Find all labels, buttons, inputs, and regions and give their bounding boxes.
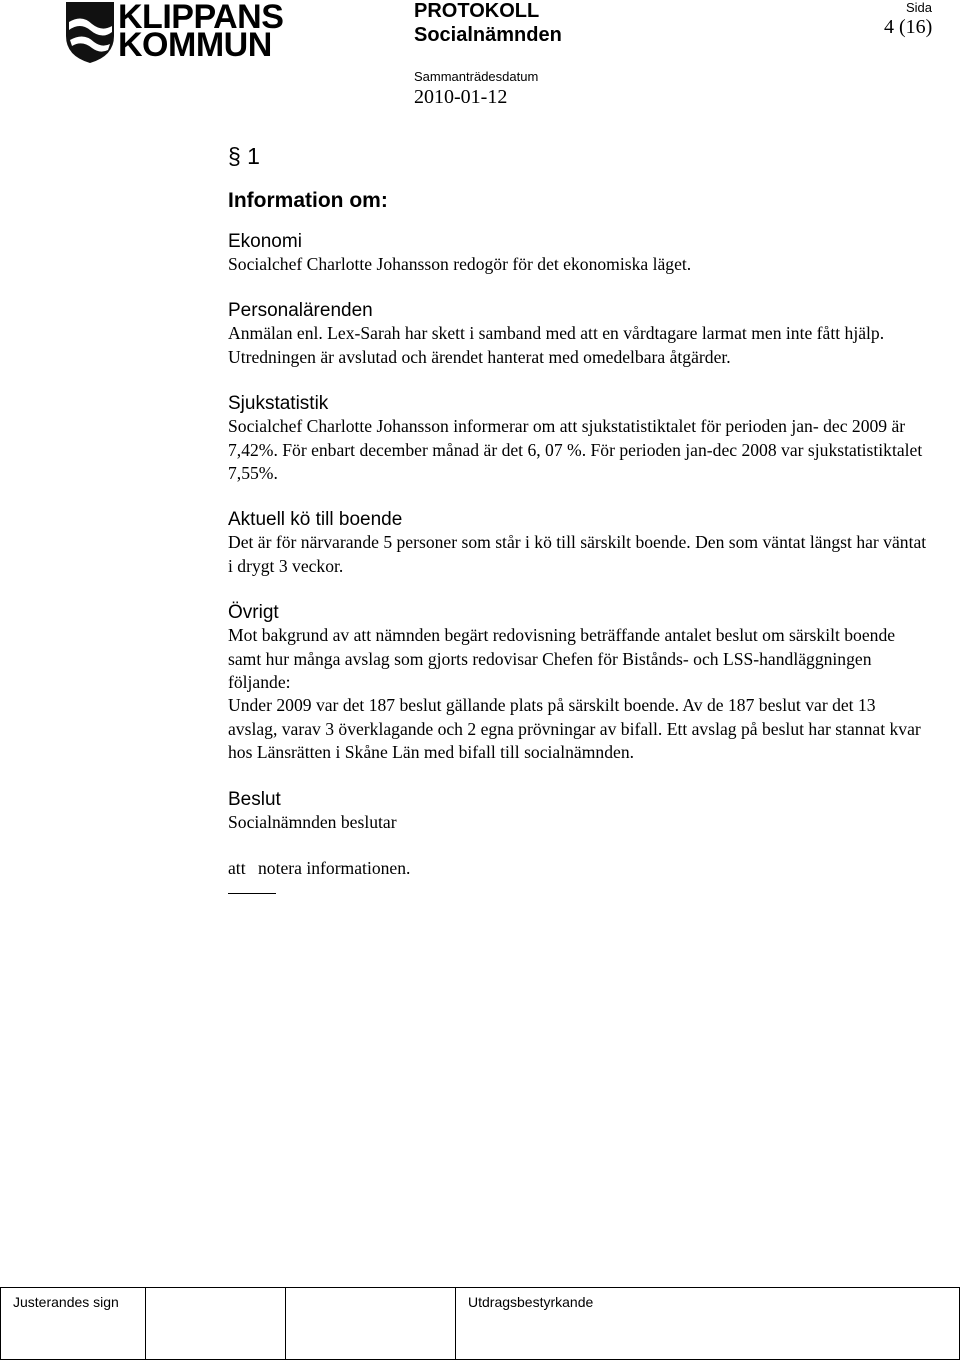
signature-box-2 xyxy=(286,1288,456,1360)
section-title: Beslut xyxy=(228,788,281,810)
section-text: Socialchef Charlotte Johansson redogör för det ekonomiska läget. xyxy=(228,254,692,274)
signature-table xyxy=(0,1287,960,1360)
section-beslut xyxy=(228,788,928,894)
section-title: Aktuell kö till boende xyxy=(228,509,403,531)
section-personalarenden xyxy=(228,299,928,369)
section-title: Personalärenden xyxy=(228,300,373,322)
decision-line xyxy=(228,857,928,880)
end-divider xyxy=(228,893,276,894)
decision-att: att xyxy=(228,858,246,879)
committee-name: Socialnämnden xyxy=(414,24,562,46)
section-title: Ekonomi xyxy=(228,231,302,252)
page-number: 4 (16) xyxy=(884,16,933,38)
section-title: Övrigt xyxy=(228,602,279,624)
section-text: Mot bakgrund av att nämnden begärt redovisning beträffande antalet beslut om särskilt boende samt hur många avslag som gjorts redovisar Chefen för Bistånds- och LSS-handläggningen följande: xyxy=(228,625,896,693)
meeting-date-label: Sammanträdesdatum xyxy=(414,69,539,84)
section-text: Socialnämnden beslutar xyxy=(228,811,397,832)
section-text: Det är för närvarande 5 personer som står i kö till särskilt boende. Den som väntat längst har väntat i drygt 3 veckor. xyxy=(228,532,927,576)
utdragsbestyrkande-cell xyxy=(456,1288,960,1360)
section-ovrigt xyxy=(228,601,928,764)
utdragsbestyrkande-label: Utdragsbestyrkande xyxy=(468,1294,594,1310)
klippans-kommun-logo xyxy=(64,0,284,64)
coat-of-arms-icon xyxy=(64,0,116,64)
logo-text-line-1: KLIPPANS xyxy=(118,0,284,36)
section-aktuell-ko xyxy=(228,508,928,578)
section-text-continued: Under 2009 var det 187 beslut gällande plats på särskilt boende. Av de 187 beslut var det 13 avslag, varav 3 överklagande och 2 egna prövningar av bifall. Ett avslag på beslut har stannat kvar hos Länsrätten i Skåne Län med bifall till socialnämnden. xyxy=(228,695,921,763)
section-sjukstatistik xyxy=(228,392,928,485)
decision-text: notera informationen. xyxy=(258,858,411,879)
meeting-date: 2010-01-12 xyxy=(414,86,508,108)
page-label: Sida xyxy=(906,0,933,15)
justerandes-sign-cell xyxy=(1,1288,146,1360)
section-text: Socialchef Charlotte Johansson informerar om att sjukstatistiktalet för perioden jan- dec 2009 är 7,42%. För enbart december månad är det 6, 07 %. För perioden jan-dec 2008 var sjukstatistiktalet 7,55%. xyxy=(228,416,923,484)
justerandes-sign-label: Justerandes sign xyxy=(13,1294,119,1310)
section-text: Anmälan enl. Lex-Sarah har skett i samband med att en vårdtagare larmat men inte fått hjälp. Utredningen är avslutad och ärendet hanterat med omedelbara åtgärder. xyxy=(228,323,885,367)
section-ekonomi xyxy=(228,230,928,276)
paragraph-heading: § 1 xyxy=(228,143,260,169)
info-heading: Information om: xyxy=(228,189,388,212)
section-title: Sjukstatistik xyxy=(228,393,329,415)
logo-text-line-2: KOMMUN xyxy=(118,26,272,64)
document-type: PROTOKOLL xyxy=(414,0,540,22)
protocol-body xyxy=(228,137,928,894)
signature-box-1 xyxy=(146,1288,286,1360)
